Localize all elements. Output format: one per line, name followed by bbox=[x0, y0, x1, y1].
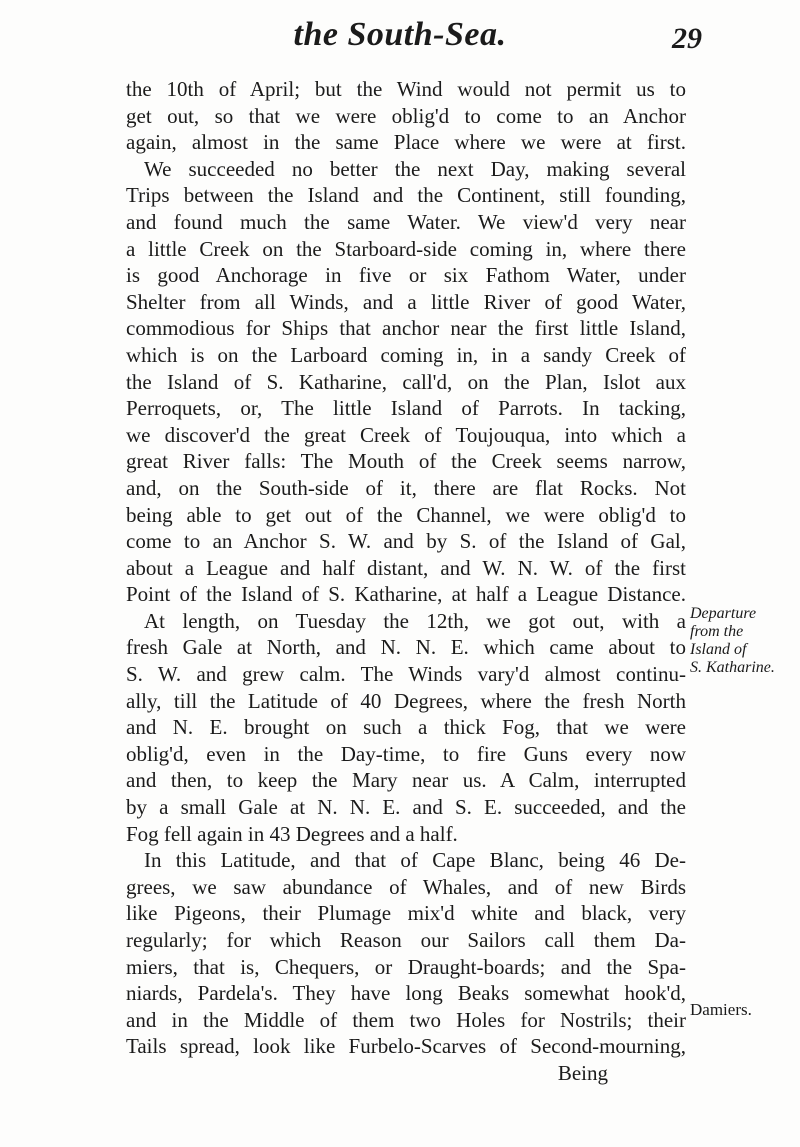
text-line-10: commodious for Ships that anchor near the first little Island, bbox=[126, 316, 686, 341]
running-title: the South-Sea. bbox=[293, 16, 507, 53]
margin-note-line: S. Katharine. bbox=[690, 659, 775, 676]
text-line-37: Tails spread, look like Furbelo-Scarves of Second-mourning, bbox=[126, 1034, 686, 1059]
margin-note-line: Island of bbox=[690, 641, 747, 658]
page-number: 29 bbox=[672, 22, 702, 55]
text-line-21: At length, on Tuesday the 12th, we got out, with a bbox=[144, 608, 686, 633]
text-line-32: like Pigeons, their Plumage mix'd white and black, very bbox=[126, 901, 686, 926]
text-line-15: great River falls: The Mouth of the Creek seems narrow, bbox=[126, 449, 686, 474]
text-line-12: the Island of S. Katharine, call'd, on the Plan, Islot aux bbox=[126, 369, 686, 394]
text-line-24: ally, till the Latitude of 40 Degrees, where the fresh North bbox=[126, 688, 686, 713]
text-line-6: and found much the same Water. We view'd very near bbox=[126, 209, 686, 234]
text-line-7: a little Creek on the Starboard-side coming in, where there bbox=[126, 236, 686, 261]
text-line-36: and in the Middle of them two Holes for Nostrils; their bbox=[126, 1007, 686, 1032]
text-line-19: about a League and half distant, and W. N. W. of the first bbox=[126, 555, 686, 580]
text-line-26: oblig'd, even in the Day-time, to fire Guns every now bbox=[126, 741, 686, 766]
text-line-2: get out, so that we were oblig'd to come to an Anchor bbox=[126, 103, 686, 128]
text-line-5: Trips between the Island and the Continent, still founding, bbox=[126, 183, 686, 208]
text-line-31: grees, we saw abundance of Whales, and of new Birds bbox=[126, 874, 686, 899]
margin-note-line: from the bbox=[690, 623, 744, 640]
text-line-33: regularly; for which Reason our Sailors call them Da- bbox=[126, 928, 686, 952]
text-line-3: again, almost in the same Place where we were at first. bbox=[126, 130, 686, 155]
text-line-13: Perroquets, or, The little Island of Parrots. In tacking, bbox=[126, 396, 686, 421]
text-line-28: by a small Gale at N. N. E. and S. E. succeeded, and the bbox=[126, 795, 686, 820]
text-line-9: Shelter from all Winds, and a little River of good Water, bbox=[126, 289, 686, 314]
text-line-29: Fog fell again in 43 Degrees and a half. bbox=[126, 821, 458, 846]
text-line-17: being able to get out of the Channel, we were oblig'd to bbox=[126, 502, 686, 527]
text-line-11: which is on the Larboard coming in, in a sandy Creek of bbox=[126, 342, 686, 367]
text-line-25: and N. E. brought on such a thick Fog, that we were bbox=[126, 715, 686, 740]
text-line-1: the 10th of April; but the Wind would not permit us to bbox=[126, 77, 686, 101]
text-line-14: we discover'd the great Creek of Toujouqua, into which a bbox=[126, 422, 686, 447]
text-line-35: niards, Pardela's. They have long Beaks somewhat hook'd, bbox=[126, 981, 686, 1006]
text-line-18: come to an Anchor S. W. and by S. of the Island of Gal, bbox=[126, 529, 686, 554]
text-line-8: is good Anchorage in five or six Fathom Water, under bbox=[126, 263, 686, 288]
running-head bbox=[0, 16, 800, 76]
text-line-16: and, on the South-side of it, there are flat Rocks. Not bbox=[126, 475, 686, 500]
text-line-4: We succeeded no better the next Day, making several bbox=[144, 156, 686, 181]
catchword: Being bbox=[557, 1060, 608, 1085]
body-text bbox=[126, 76, 686, 1087]
text-line-27: and then, to keep the Mary near us. A Calm, interrupted bbox=[126, 768, 686, 793]
margin-note-departure bbox=[690, 605, 800, 677]
margin-note-damiers: Damiers. bbox=[690, 1000, 752, 1019]
text-line-20: Point of the Island of S. Katharine, at half a League Distance. bbox=[126, 582, 686, 607]
text-line-22: fresh Gale at North, and N. N. E. which came about to bbox=[126, 635, 686, 660]
text-line-34: miers, that is, Chequers, or Draught-boards; and the Spa- bbox=[126, 954, 686, 979]
margin-note-line: Departure bbox=[690, 605, 757, 622]
text-line-23: S. W. and grew calm. The Winds vary'd almost continu- bbox=[126, 662, 686, 687]
text-line-30: In this Latitude, and that of Cape Blanc, being 46 De- bbox=[144, 848, 686, 873]
